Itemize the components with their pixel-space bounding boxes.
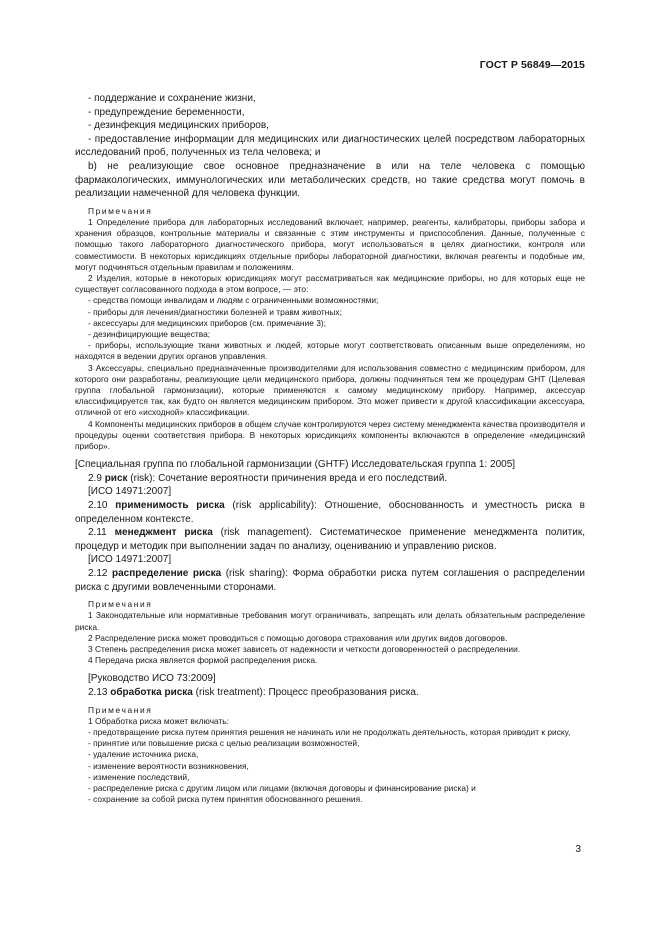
source-reference: [Руководство ИСО 73:2009]: [88, 673, 216, 685]
note-item: 1 Законодательные или нормативные требования могут ограничивать, запрещать или делать обязательным распределение риска.: [75, 610, 585, 632]
term-definition: (risk): Сочетание вероятности причинения вреда и его последствий.: [127, 472, 448, 484]
term-2-12: [75, 567, 585, 594]
note-list-item: - предотвращение риска путем принятия решения не начинать или не продолжать деятельность, которая приводит к риску,: [88, 726, 571, 737]
note-2-list-item: - приборы, использующие ткани животных и людей, которые могут соответствовать описанным выше определениям, но находятся в ведении других органов управления.: [75, 340, 585, 362]
note-2: 2 Изделия, которые в некоторых юрисдикциях могут рассматриваться как медицинские приборы, но для которых еще не существует согласованного подхода в этом вопросе, — это:: [75, 272, 585, 295]
note-list-item: - сохранение за собой риска путем принятия обоснованного решения.: [88, 794, 363, 805]
standard-header: ГОСТ Р 56849—2015: [479, 59, 585, 71]
term-definition: (risk treatment): Процесс преобразования риска.: [192, 686, 419, 698]
note-intro: 1 Обработка риска может включать:: [88, 715, 229, 726]
source-reference: [ИСО 14971:2007]: [88, 486, 172, 498]
intro-list-item: - дезинфекция медицинских приборов,: [88, 120, 269, 132]
term-name: риск: [104, 472, 128, 484]
term-number: 2.11: [88, 527, 107, 539]
term-name: применимость риска: [115, 500, 225, 511]
intro-list-item: - предоставление информации для медицинских или диагностических целей посредством лабораторных исследований проб, полученных из тела человека; и: [75, 133, 585, 159]
note-2-list-item: - приборы для лечения/диагностики болезней и травм животных;: [88, 306, 342, 317]
intro-list-item: - поддержание и сохранение жизни,: [88, 93, 256, 104]
term-number: 2.10: [88, 500, 108, 511]
page-number: 3: [575, 844, 581, 855]
note-3: 3 Аксессуары, специально предназначенные производителями для использования совместно с медицинским прибором, для которого они разработаны, реализующие цели медицинского прибора, должны подчиняться тем же процедурам GHT (Целевая группа глобальной гармонизации), которые применяются к самому медицинскому прибору. Например, аксессуар классифицируется так, как будто он является медицинским прибором. Это может привести к другой классификации аксессуара, отличной от его «исходной» классификации.: [75, 362, 585, 418]
source-reference: [Специальная группа по глобальной гармонизации (GHTF) Исследовательская группа 1: 2005]: [75, 459, 516, 471]
note-list-item: - распределение риска с другим лицом или лицами (включая договоры и финансирование риска) и: [88, 782, 476, 793]
term-2-10: [75, 499, 585, 526]
note-list-item: - изменение последствий,: [88, 771, 190, 782]
notes-heading: Примечания: [88, 599, 153, 610]
notes-heading: Примечания: [88, 704, 153, 715]
note-list-item: - изменение вероятности возникновения,: [88, 760, 249, 771]
term-2-9: [75, 472, 585, 486]
term-2-11: [75, 526, 585, 553]
intro-list-item: - предупреждение беременности,: [88, 106, 245, 118]
note-2-list-item: - дезинфицирующие вещества;: [88, 328, 211, 339]
note-2-list-item: - средства помощи инвалидам и людям с ограниченными возможностями;: [88, 295, 379, 306]
page-content: [75, 92, 585, 805]
term-2-13: [75, 686, 585, 700]
note-item: 4 Передача риска является формой распределения риска.: [88, 655, 318, 666]
note-list-item: - удаление источника риска,: [88, 749, 199, 760]
term-name: распределение риска: [111, 567, 222, 579]
note-4: 4 Компоненты медицинских приборов в общем случае контролируются через систему менеджмента качества производителя и процедуры оценки соответствия прибора. В некоторых юрисдикциях компоненты включаются в определение «медицинский прибор».: [75, 418, 585, 452]
term-name: обработка риска: [110, 686, 193, 698]
term-number: 2.13: [88, 686, 108, 698]
term-definition: (risk sharing): Форма обработки риска путем соглашения о распределении риска с другими вовлеченными сторонами.: [75, 567, 586, 593]
note-list-item: - принятие или повышение риска с целью реализации возможностей,: [88, 738, 360, 749]
note-2-list-item: - аксессуары для медицинских приборов (см. примечание 3);: [88, 317, 326, 328]
term-number: 2.12: [88, 567, 108, 579]
note-item: 2 Распределение риска может проводиться с помощью договора страхования или других видов договоров.: [88, 632, 508, 643]
term-number: 2.9: [88, 472, 102, 484]
notes-heading: Примечания: [88, 205, 153, 216]
term-definition: (risk management). Систематическое применение менеджмента политик, процедур и методик при выполнении задач по анализу, оцениванию и управлению рисков.: [75, 527, 585, 552]
term-name: менеджмент риска: [114, 527, 213, 539]
term-definition: (risk applicability): Отношение, обоснованность и уместность риска в определенном контексте.: [75, 500, 585, 525]
item-b: b) не реализующие свое основное предназначение в или на теле человека с помощью фармакологических, иммунологических или метаболических средств, но такие средства могут помочь в реализации намеченной для человека функции.: [75, 160, 585, 200]
note-1: 1 Определение прибора для лабораторных исследований включает, например, реагенты, калибраторы, приборы забора и хранения образцов, контрольные материалы и связанные с этим инструменты и приспособления. Данные, полученные с помощью такого лабораторного диагностического прибора, могут использоваться в целях диагностики, контроля или совместимости. В некоторых юрисдикциях отдельные приборы лабораторной диагностики, включая реагенты и подобные им, могут подчиняться отдельным правилам и положениям.: [75, 216, 585, 272]
note-item: 3 Степень распределения риска может зависеть от надежности и четкости договоренностей о распределении.: [88, 643, 521, 654]
source-reference: [ИСО 14971:2007]: [88, 554, 172, 566]
